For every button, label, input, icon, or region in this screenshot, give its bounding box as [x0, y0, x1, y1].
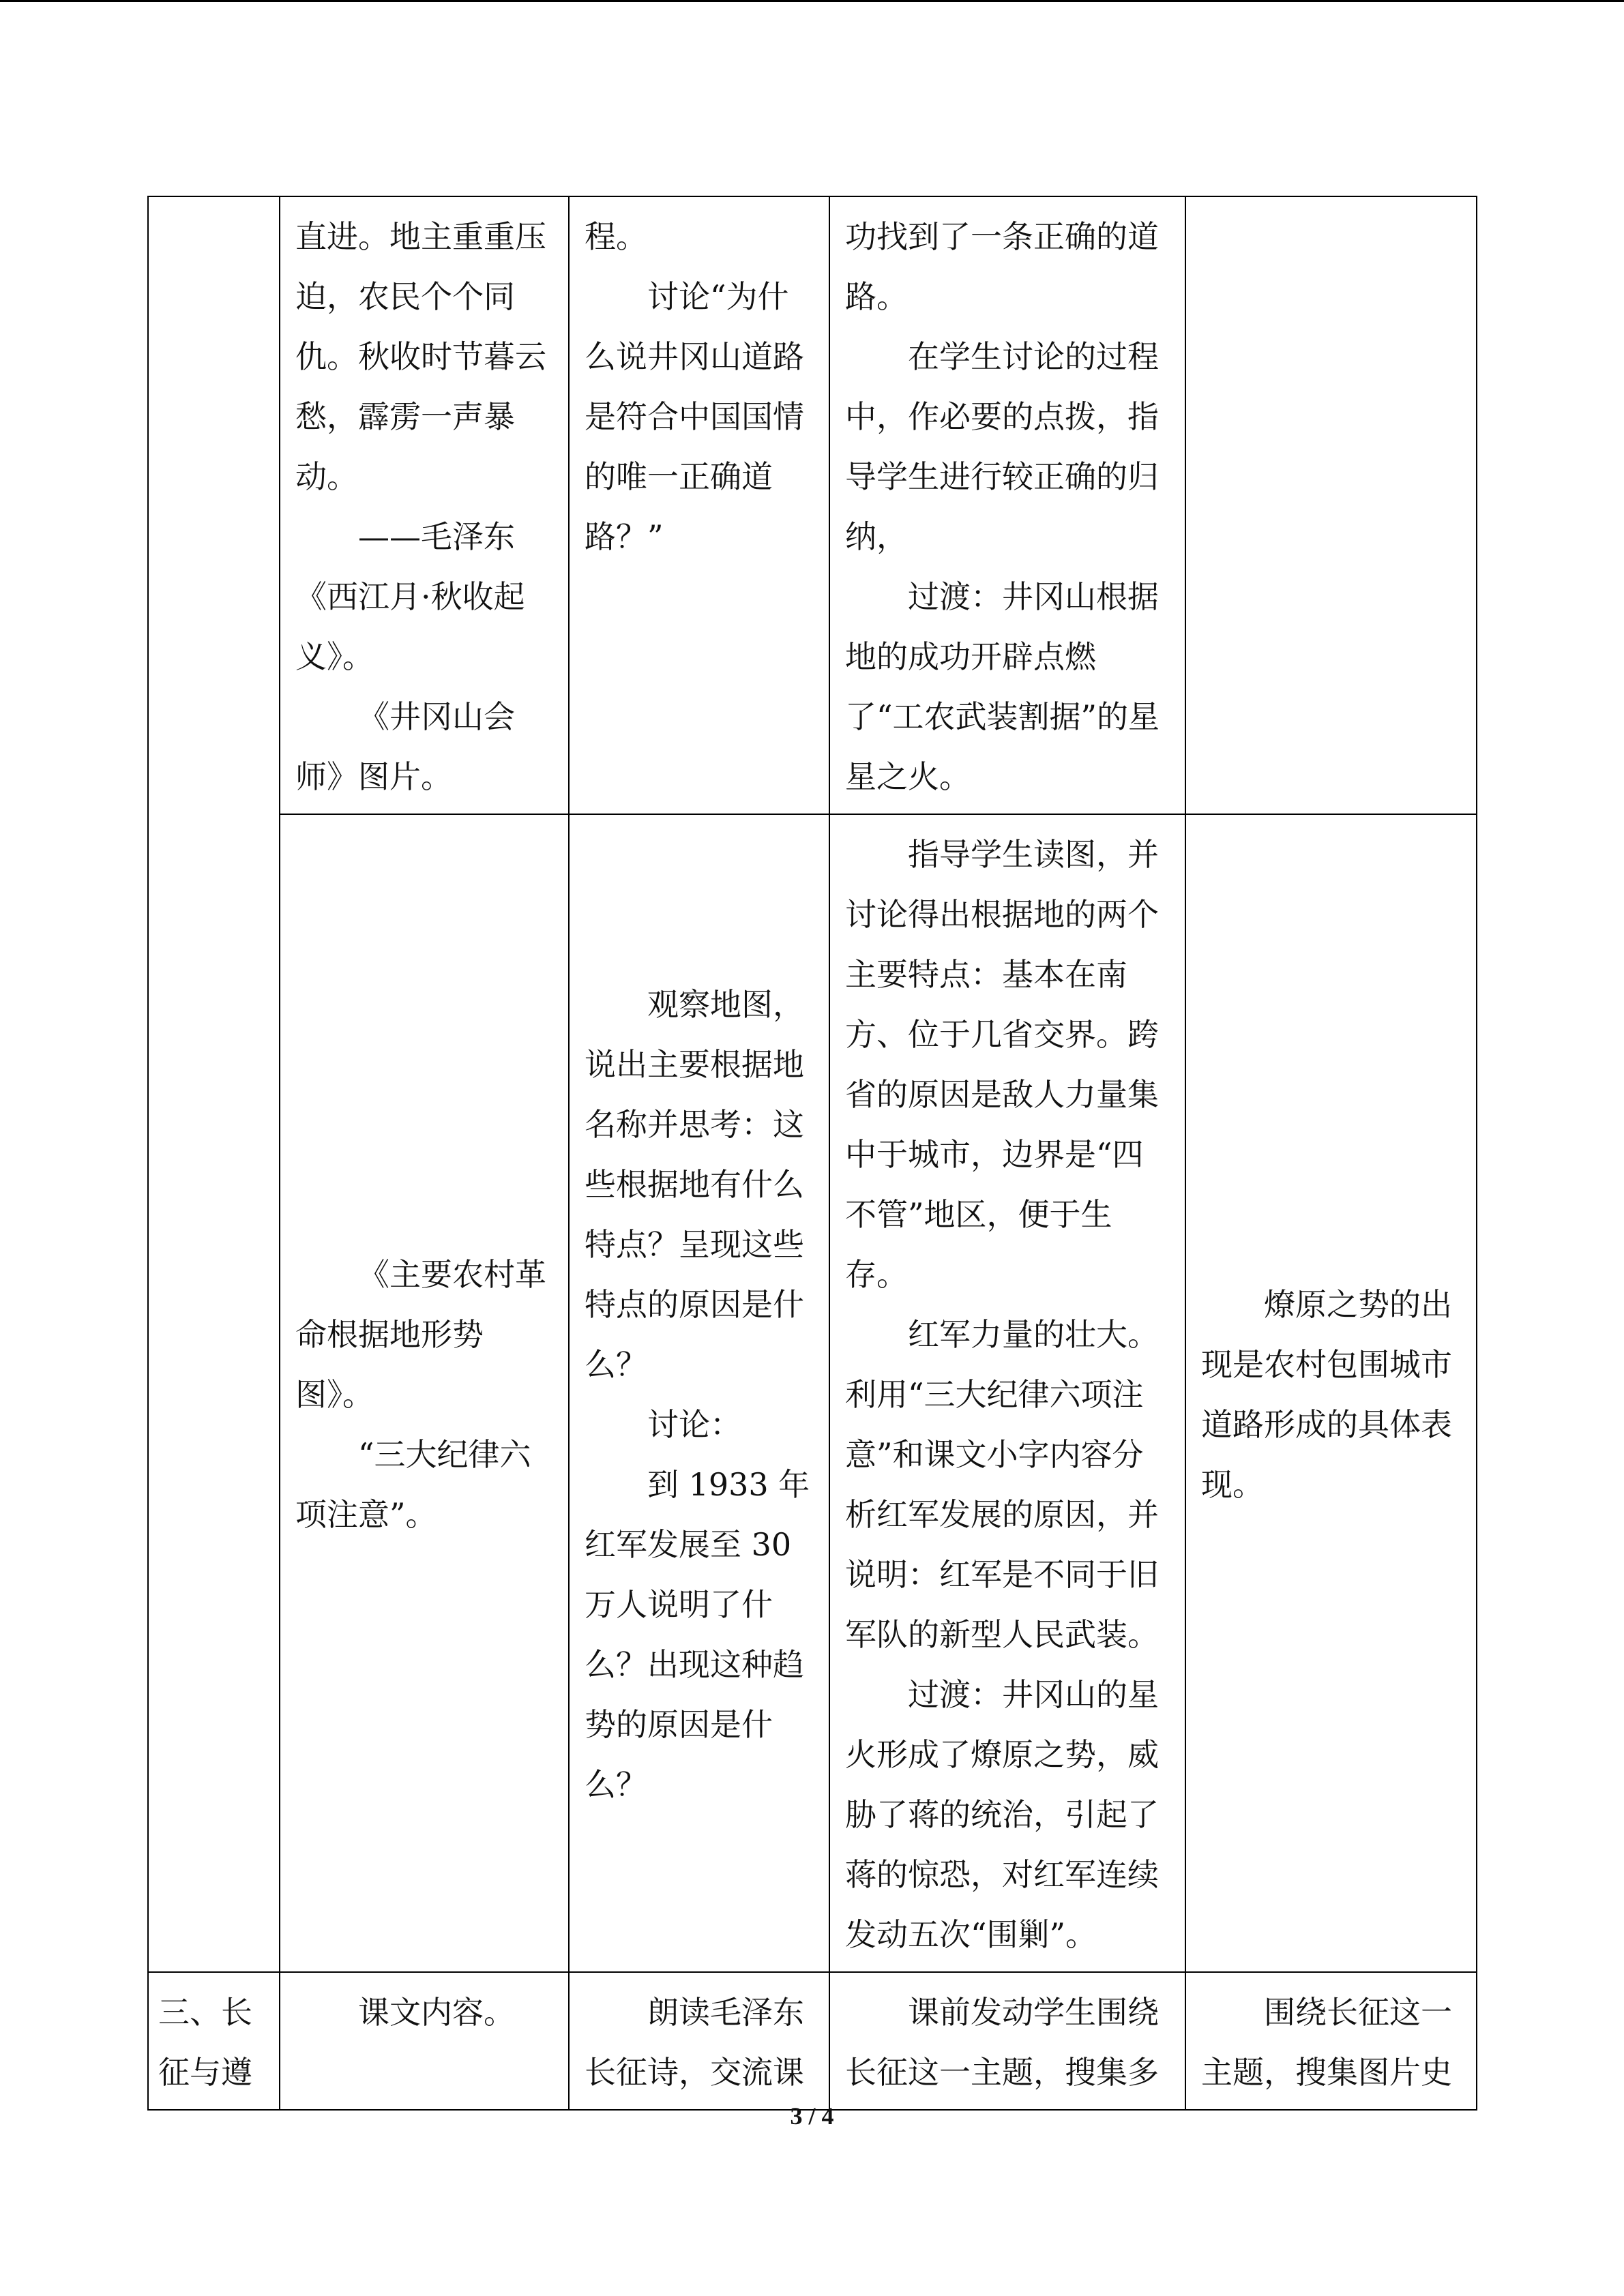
map-reference: 《主要农村革命根据地形势图》。 — [295, 1256, 546, 1413]
student-activity-cell — [569, 1972, 829, 2110]
teacher-text: 课前发动学生围绕长征这一主题，搜集多 — [845, 1994, 1159, 2091]
material-cell — [280, 814, 569, 1972]
poem-citation: ——毛泽东《西江月·秋收起义》。 — [295, 518, 525, 675]
teacher-guidance: 在学生讨论的过程中，作必要的点拨，指导学生进行较正确的归纳， — [845, 338, 1159, 555]
table-row — [148, 1972, 1477, 2110]
poem-text: 直进。地主重重压迫，农民个个同仇。秋收时节暮云愁，霹雳一声暴动。 — [295, 218, 546, 495]
intent-text: 燎原之势的出现是农村包围城市道路形成的具体表现。 — [1201, 1286, 1452, 1503]
teacher-activity-cell — [829, 814, 1185, 1972]
page-top-border — [0, 0, 1624, 2]
stage-cell — [148, 196, 280, 1972]
design-intent-cell — [1185, 196, 1477, 814]
design-intent-cell — [1185, 1972, 1477, 2110]
map-guidance: 指导学生读图，并讨论得出根据地的两个主要特点：基本在南方、位于几省交界。跨省的原因是敌人力量集中于城市，边界是“四不管”地区，便于生存。 — [845, 836, 1159, 1293]
student-activity-cell — [569, 814, 829, 1972]
student-activity-cell — [569, 196, 829, 814]
discussion-question: 讨论“为什么说井冈山道路是符合中国国情的唯一正确道路？” — [585, 278, 804, 555]
page-number: 3 / 4 — [790, 2102, 834, 2130]
design-intent-cell — [1185, 814, 1477, 1972]
red-army-analysis: 红军力量的壮大。利用“三大纪律六项注意”和课文小字内容分析红军发展的原因，并说明：红军是不同于旧军队的新型人民武装。 — [845, 1316, 1159, 1653]
map-question: 观察地图，说出主要根据地名称并思考：这些根据地有什么特点？呈现这些特点的原因是什么？ — [585, 986, 804, 1383]
table-row — [148, 814, 1477, 1972]
stage-cell — [148, 1972, 280, 2110]
discipline-reference: “三大纪律六项注意”。 — [295, 1436, 531, 1533]
activity-text: 程。 — [585, 218, 647, 255]
material-cell — [280, 1972, 569, 2110]
intent-text: 围绕长征这一主题，搜集图片史 — [1201, 1994, 1452, 2091]
material-cell — [280, 196, 569, 814]
image-reference: 《井冈山会师》图片。 — [295, 698, 515, 795]
teacher-text: 功找到了一条正确的道路。 — [845, 218, 1159, 315]
table-row — [148, 196, 1477, 814]
transition-text: 过渡：井冈山的星火形成了燎原之势，威胁了蒋的统治，引起了蒋的惊恐，对红军连续发动五次“围剿”。 — [845, 1676, 1159, 1953]
teacher-activity-cell — [829, 1972, 1185, 2110]
red-army-question: 到 1933 年红军发展至 30 万人说明了什么？出现这种趋势的原因是什么？ — [585, 1466, 810, 1803]
transition-text: 过渡：井冈山根据地的成功开辟点燃了“工农武装割据”的星星之火。 — [845, 578, 1160, 795]
teacher-activity-cell — [829, 196, 1185, 814]
stage-title: 三、长征与遵 — [158, 1994, 252, 2091]
activity-text: 朗读毛泽东长征诗，交流课 — [585, 1994, 804, 2091]
material-text: 课文内容。 — [358, 1994, 515, 2031]
discussion-label: 讨论： — [647, 1406, 741, 1443]
lesson-plan-table — [147, 196, 1477, 2111]
